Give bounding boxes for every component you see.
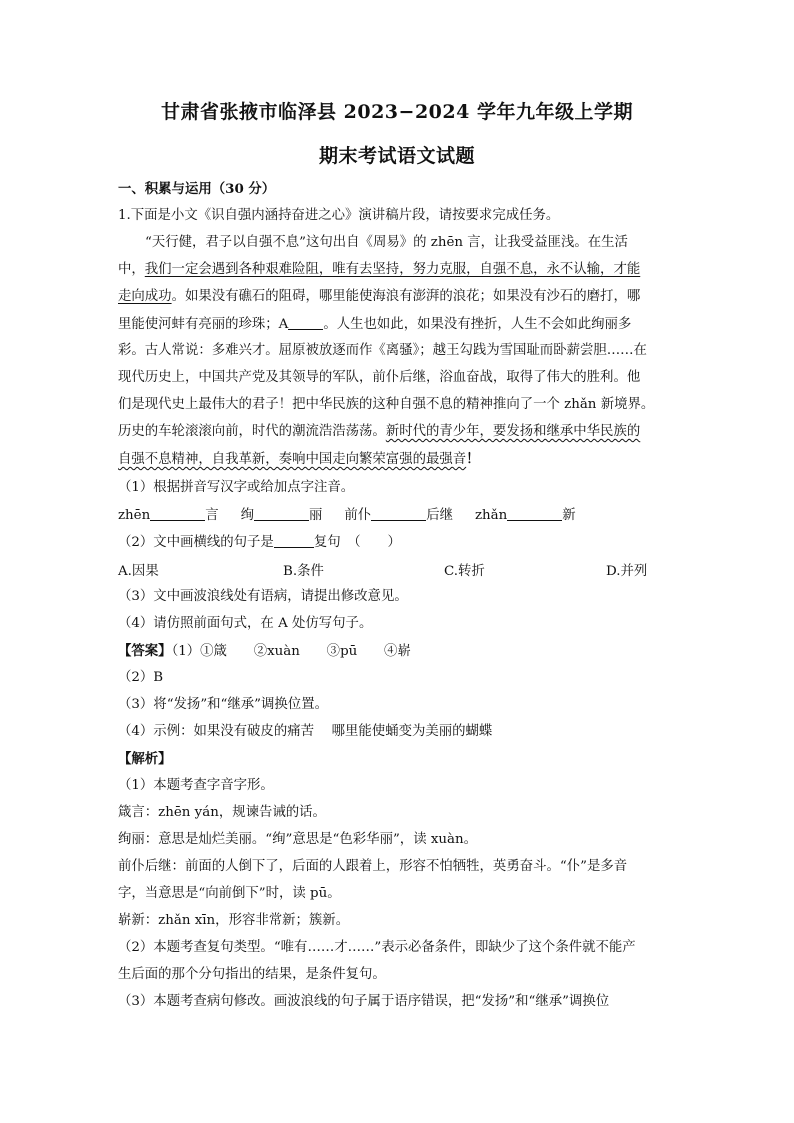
sub-question-1: （1）根据拼音写汉字或给加点字注音。 xyxy=(118,480,355,495)
word-3-head: 前仆 xyxy=(344,508,372,523)
word-4-tail: 新 xyxy=(562,508,576,523)
underlined-sentence-end: 走向成功 xyxy=(118,289,172,304)
analysis-line-8: 生后面的那个分句指出的结果，是条件复句。 xyxy=(118,967,386,982)
analysis-line-5: 字，当意思是“向前倒下”时，读 pū。 xyxy=(118,886,341,901)
word-2-head: 绚 xyxy=(240,508,255,523)
wavy-sentence-end: 自强不息精神，自我革新，奏响中国走向繁荣富强的最强音 xyxy=(118,452,467,467)
passage-line-6: 现代历史上，中国共产党及其领导的军队，前仆后继，浴血奋战，取得了伟大的胜利。他 xyxy=(118,370,641,385)
option-c[interactable]: C.转折 xyxy=(444,564,485,579)
passage-text: 中， xyxy=(118,262,145,277)
passage-text: 历史的车轮滚滚向前，时代的潮流浩浩荡荡。 xyxy=(118,424,386,439)
wavy-sentence: 新时代的青少年，要发扬和继承中华民族的 xyxy=(385,424,641,439)
word-3-tail: 后继 xyxy=(426,508,453,523)
word-1-tail: 言 xyxy=(205,508,219,523)
word-2-tail: 丽 xyxy=(309,508,323,523)
passage-text: 里能使河蚌有亮丽的珍珠；A xyxy=(118,317,289,332)
passage-text: 。人生也如此，如果没有挫折，人生不会如此绚丽多 xyxy=(323,317,632,332)
sub-question-2-text: （2）文中画横线的句子是 xyxy=(118,535,274,550)
option-d[interactable]: D.并列 xyxy=(606,564,648,579)
answer-label: 【答案】 xyxy=(118,643,172,659)
blank-2[interactable] xyxy=(254,506,309,521)
pinyin-4: zhǎn xyxy=(474,508,508,523)
passage-line-7: 们是现代史上最伟大的君子！把中华民族的这种自强不息的精神推向了一个 zhǎn 新境界。 xyxy=(118,397,655,412)
question-1-intro: 1.下面是小文《识自强内涵持奋进之心》演讲稿片段，请按要求完成任务。 xyxy=(118,208,560,223)
passage-line-2 xyxy=(118,261,678,279)
blank-4[interactable] xyxy=(507,506,562,521)
title-line-2: 期末考试语文试题 xyxy=(318,145,475,167)
option-b[interactable]: B.条件 xyxy=(283,564,324,579)
answer-4: （4）示例：如果没有破皮的痛苦 哪里能使蛹变为美丽的蝴蝶 xyxy=(118,724,493,739)
sub-question-2 xyxy=(118,533,678,552)
passage-line-3 xyxy=(118,288,678,306)
section-heading: 一、积累与运用（30 分） xyxy=(118,181,276,197)
analysis-label: 【解析】 xyxy=(118,751,172,767)
passage-line-1: “天行健，君子以自强不息”这句出自《周易》的 zhēn 言，让我受益匪浅。在生活 xyxy=(145,235,628,250)
analysis-line-4: 前仆后继：前面的人倒下了，后面的人跟着上，形容不怕牺牲，英勇奋斗。“仆”是多音 xyxy=(118,859,628,874)
blank-1[interactable] xyxy=(150,506,205,521)
blank-a[interactable] xyxy=(288,315,323,330)
answer-3: （3）将“发扬”和“继承”调换位置。 xyxy=(118,697,328,712)
analysis-line-1: （1）本题考查字音字形。 xyxy=(118,778,274,793)
analysis-line-3: 绚丽：意思是灿烂美丽。“绚”意思是“色彩华丽”，读 xuàn。 xyxy=(118,832,478,847)
analysis-line-2: 箴言：zhēn yán，规谏告诫的话。 xyxy=(118,805,326,820)
sub-question-3: （3）文中画波浪线处有语病，请提出修改意见。 xyxy=(118,589,408,604)
sub-question-4: （4）请仿照前面句式，在 A 处仿写句子。 xyxy=(118,616,373,631)
title-line-1: 甘肃省张掖市临泽县 2023−2024 学年九年级上学期 xyxy=(161,101,633,123)
passage-line-9 xyxy=(118,450,678,469)
passage-line-4 xyxy=(118,315,678,334)
blank-complex-type[interactable] xyxy=(274,533,314,548)
analysis-line-9: （3）本题考查病句修改。画波浪线的句子属于语序错误，把“发扬”和“继承”调换位 xyxy=(118,994,610,1009)
passage-text: 。如果没有礁石的阻碍，哪里能使海浪有澎湃的浪花；如果没有沙石的磨打，哪 xyxy=(171,289,641,304)
underlined-sentence: 我们一定会遇到各种艰难险阻，唯有去坚持，努力克服，自强不息，永不认输，才能 xyxy=(144,262,641,277)
passage-text: ！ xyxy=(466,451,480,467)
passage-line-8 xyxy=(118,423,678,441)
answer-2: （2）B xyxy=(118,670,164,685)
pinyin-1: zhēn xyxy=(118,508,151,523)
analysis-line-6: 崭新：zhǎn xīn，形容非常新；簇新。 xyxy=(118,913,350,928)
passage-line-5: 彩。古人常说：多难兴才。屈原被放逐而作《离骚》；越王勾践为雪国耻而卧薪尝胆……在 xyxy=(118,343,647,358)
sub-question-2-text-tail: 复句 （ ） xyxy=(313,535,401,550)
blank-3[interactable] xyxy=(371,506,426,521)
analysis-line-7: （2）本题考查复句类型。“唯有……才……”表示必备条件，即缺少了这个条件就不能产 xyxy=(118,940,636,955)
answer-row-1 xyxy=(118,642,678,661)
option-a[interactable]: A.因果 xyxy=(118,564,159,579)
pinyin-row xyxy=(118,506,678,525)
answer-1: （1）①箴 ②xuàn ③pū ④崭 xyxy=(171,644,411,659)
